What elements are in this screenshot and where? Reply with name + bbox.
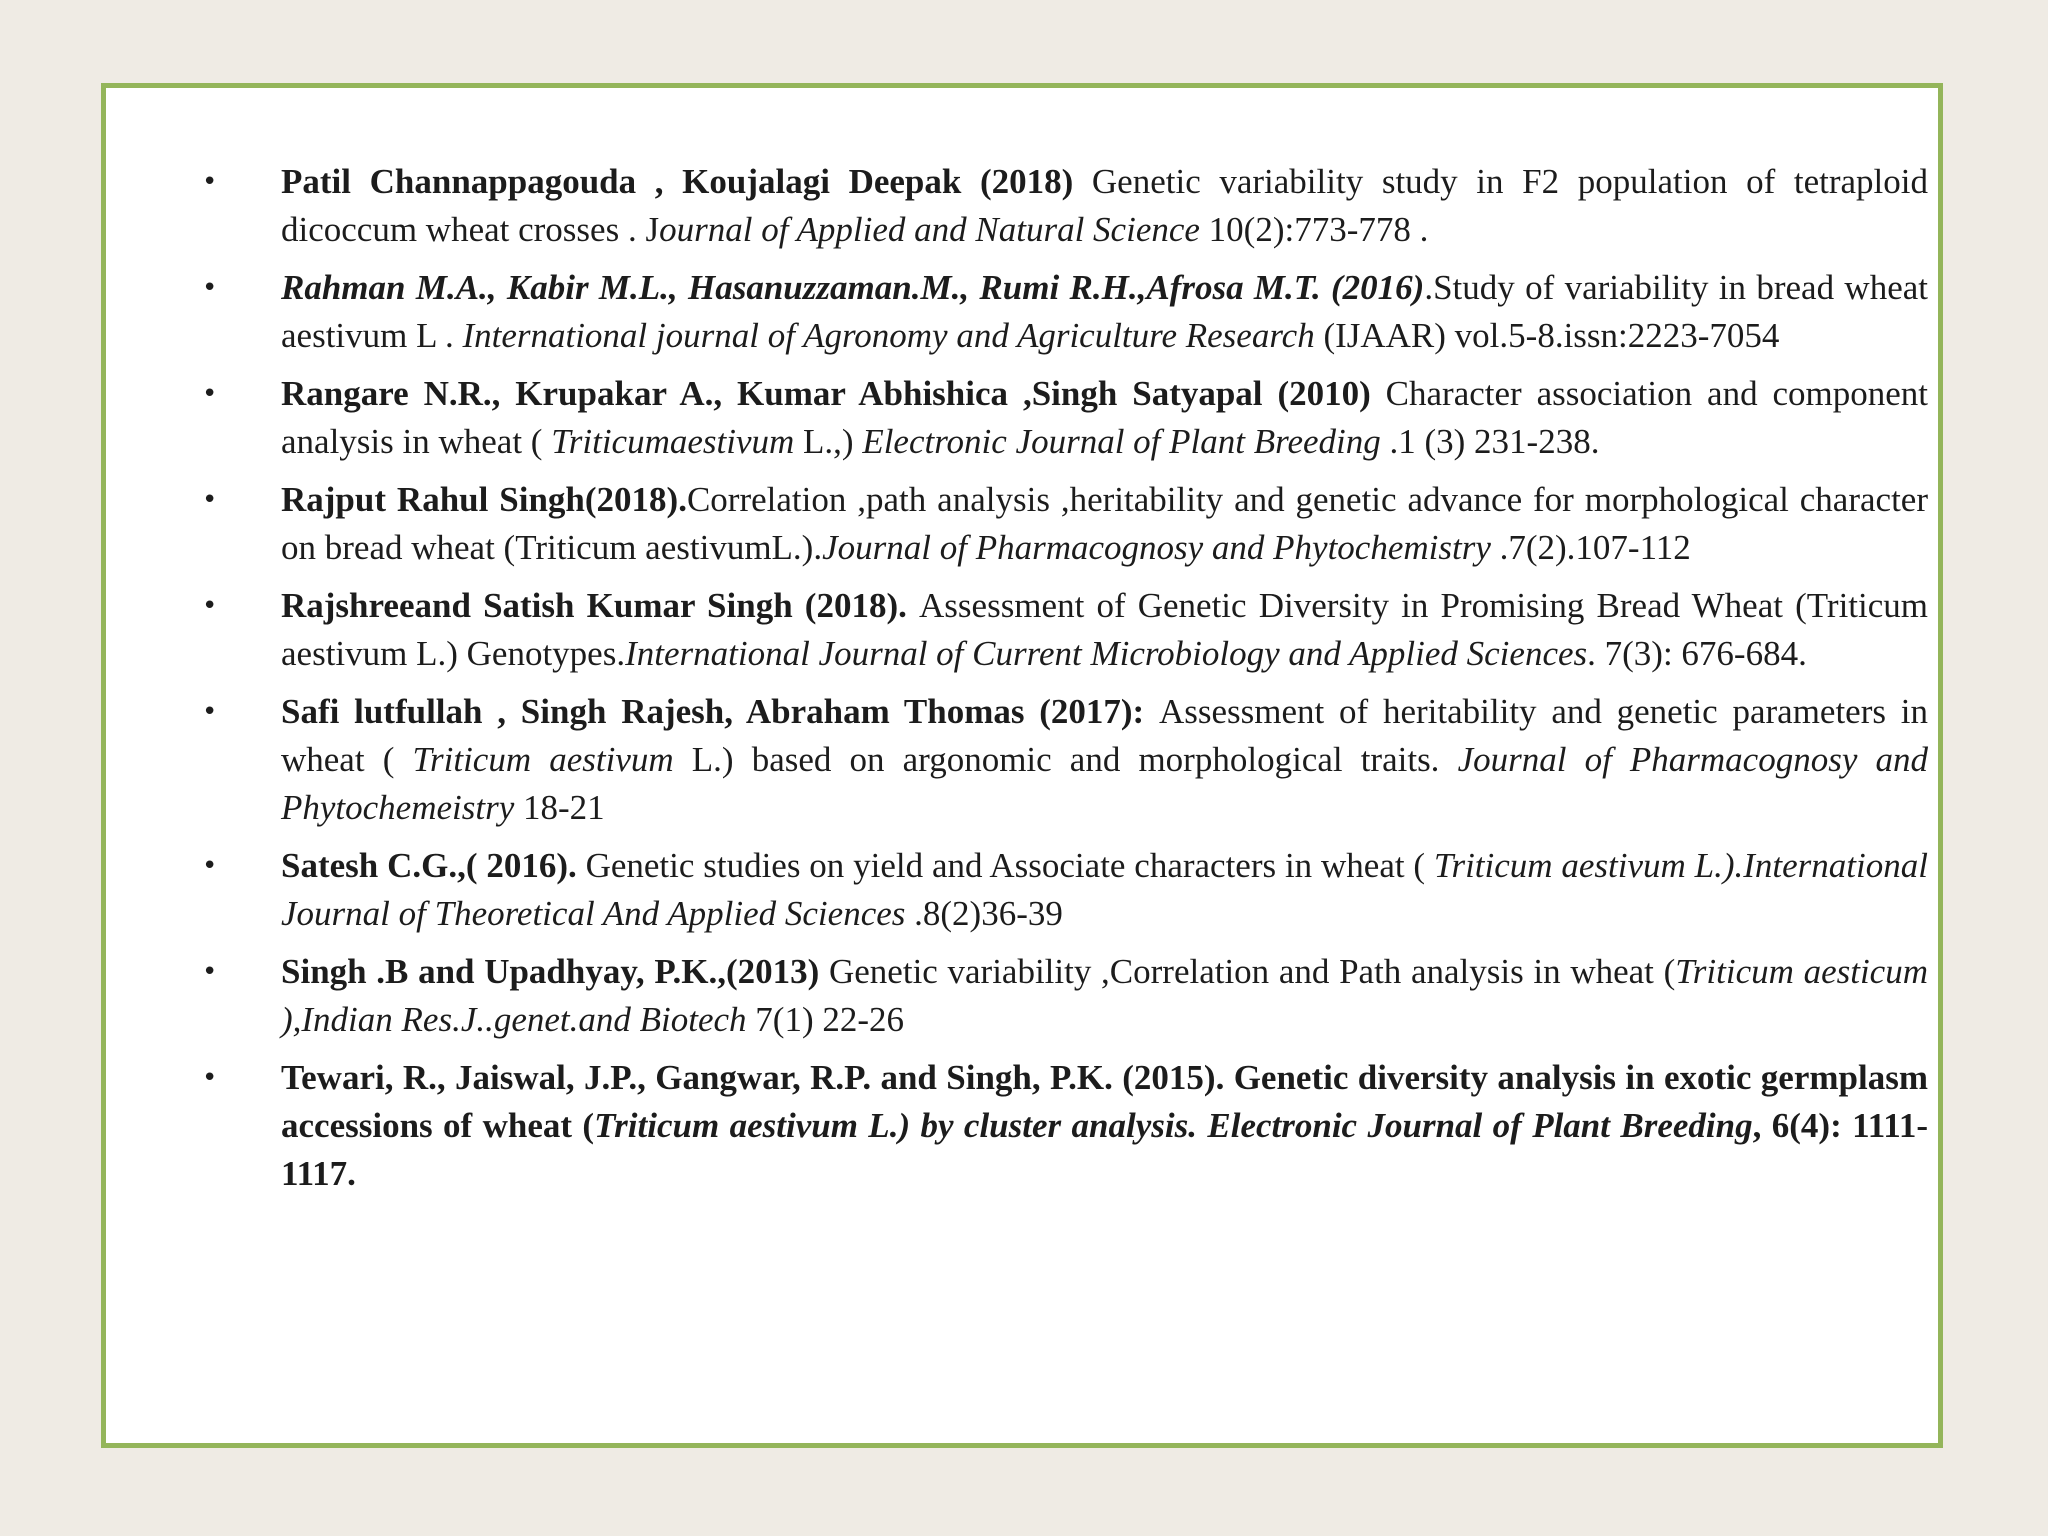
bullet-icon: •	[202, 1063, 218, 1093]
reference-text-segment: Rangare N.R., Krupakar A., Kumar Abhishica ,Singh Satyapal (2010)	[281, 374, 1386, 413]
bullet-icon: •	[202, 697, 218, 727]
bullet-icon: •	[202, 851, 218, 881]
bullet-icon: •	[202, 485, 218, 515]
reference-text-segment: Triticumaestivum	[551, 422, 804, 461]
reference-text-segment: Correlation ,path analysis ,heritability and genetic advance for morphological character on bread wheat (Triticum aestivumL.).	[281, 480, 1928, 567]
bullet-icon: •	[202, 591, 218, 621]
reference-text-segment: L.,)	[803, 422, 863, 461]
reference-text-segment: Triticum aestivum L.).International Journal of Theoretical And Applied Sciences	[281, 846, 1928, 933]
reference-text-segment: Electronic Journal of Plant Breeding	[862, 422, 1390, 461]
reference-text-segment: Rajshreeand Satish Kumar Singh (2018).	[281, 586, 920, 625]
reference-text-segment: Assessment of heritability and genetic parameters in wheat (	[281, 692, 1928, 779]
reference-text-segment: Rajput Rahul Singh(2018).	[281, 480, 687, 519]
reference-text-segment: .7(2).107-112	[1499, 528, 1691, 567]
reference-text-segment: 18-21	[523, 788, 605, 827]
reference-text-segment: Tewari, R., Jaiswal, J.P., Gangwar, R.P. and Singh, P.K. (2015). Genetic diversity analysis in exotic germplasm accessions of wheat (	[281, 1058, 1928, 1145]
reference-text-segment: ournal of Applied and Natural Science	[659, 210, 1209, 249]
reference-item	[202, 264, 1928, 360]
reference-text-segment: Genetic variability ,Correlation and Path analysis in wheat (	[829, 952, 1676, 991]
bullet-icon: •	[202, 273, 218, 303]
reference-text-segment: L.) based on argonomic and morphological traits.	[691, 740, 1458, 779]
reference-text-segment: Triticum aestivum	[412, 740, 692, 779]
reference-item	[202, 476, 1928, 572]
reference-text-segment: (IJAAR) vol.5-8.issn:2223-7054	[1323, 316, 1780, 355]
reference-text-segment: Genetic studies on yield and Associate characters in wheat (	[585, 846, 1434, 885]
reference-text-segment: Character association and component analysis in wheat (	[281, 374, 1928, 461]
reference-text-segment: , 6(4): 1111-1117.	[281, 1106, 1928, 1193]
reference-text-segment: Rahman M.A., Kabir M.L., Hasanuzzaman.M., Rumi R.H.,Afrosa M.T. (2016)	[281, 268, 1425, 307]
reference-item	[202, 582, 1928, 678]
reference-text-segment: .Study of variability in bread wheat aestivum L .	[281, 268, 1928, 355]
reference-item	[202, 688, 1928, 832]
reference-item	[202, 948, 1928, 1044]
reference-text-segment: International journal of Agronomy and Agriculture Research	[462, 316, 1324, 355]
reference-text-segment: Singh .B and Upadhyay, P.K.,(2013)	[281, 952, 829, 991]
reference-item	[202, 370, 1928, 466]
reference-text-segment: . 7(3): 676-684.	[1587, 634, 1807, 673]
reference-text-segment: Safi lutfullah , Singh Rajesh, Abraham Thomas (2017):	[281, 692, 1159, 731]
reference-text-segment: 7(1) 22-26	[755, 1000, 905, 1039]
reference-item	[202, 1054, 1928, 1198]
bullet-icon: •	[202, 957, 218, 987]
reference-text-segment: Satesh C.G.,( 2016).	[281, 846, 586, 885]
reference-text-segment: International Journal of Current Microbiology and Applied Sciences	[625, 634, 1588, 673]
reference-text-segment: .8(2)36-39	[914, 894, 1063, 933]
reference-text-segment: 10(2):773-778 .	[1208, 210, 1429, 249]
reference-text-segment: Patil Channappagouda , Koujalagi Deepak (2018)	[281, 162, 1092, 201]
reference-list	[202, 158, 1928, 1208]
reference-text-segment: Genetic variability study in F2 population of tetraploid dicoccum wheat crosses . J	[281, 162, 1928, 249]
bullet-icon: •	[202, 379, 218, 409]
slide-frame	[101, 83, 1943, 1448]
reference-text-segment: Journal of Pharmacognosy and Phytochemistry	[822, 528, 1500, 567]
reference-item	[202, 158, 1928, 254]
reference-text-segment: .1 (3) 231-238.	[1389, 422, 1600, 461]
reference-text-segment: Assessment of Genetic Diversity in Promising Bread Wheat (Triticum aestivum L.) Genotypes.	[281, 586, 1929, 673]
reference-text-segment: Journal of Pharmacognosy and Phytochemeistry	[281, 740, 1929, 827]
reference-text-segment: Triticum aesticum ),Indian Res.J..genet.and Biotech	[281, 952, 1928, 1039]
reference-text-segment: Triticum aestivum L.) by cluster analysis. Electronic Journal of Plant Breeding	[594, 1106, 1753, 1145]
bullet-icon: •	[202, 167, 218, 197]
reference-item	[202, 842, 1928, 938]
